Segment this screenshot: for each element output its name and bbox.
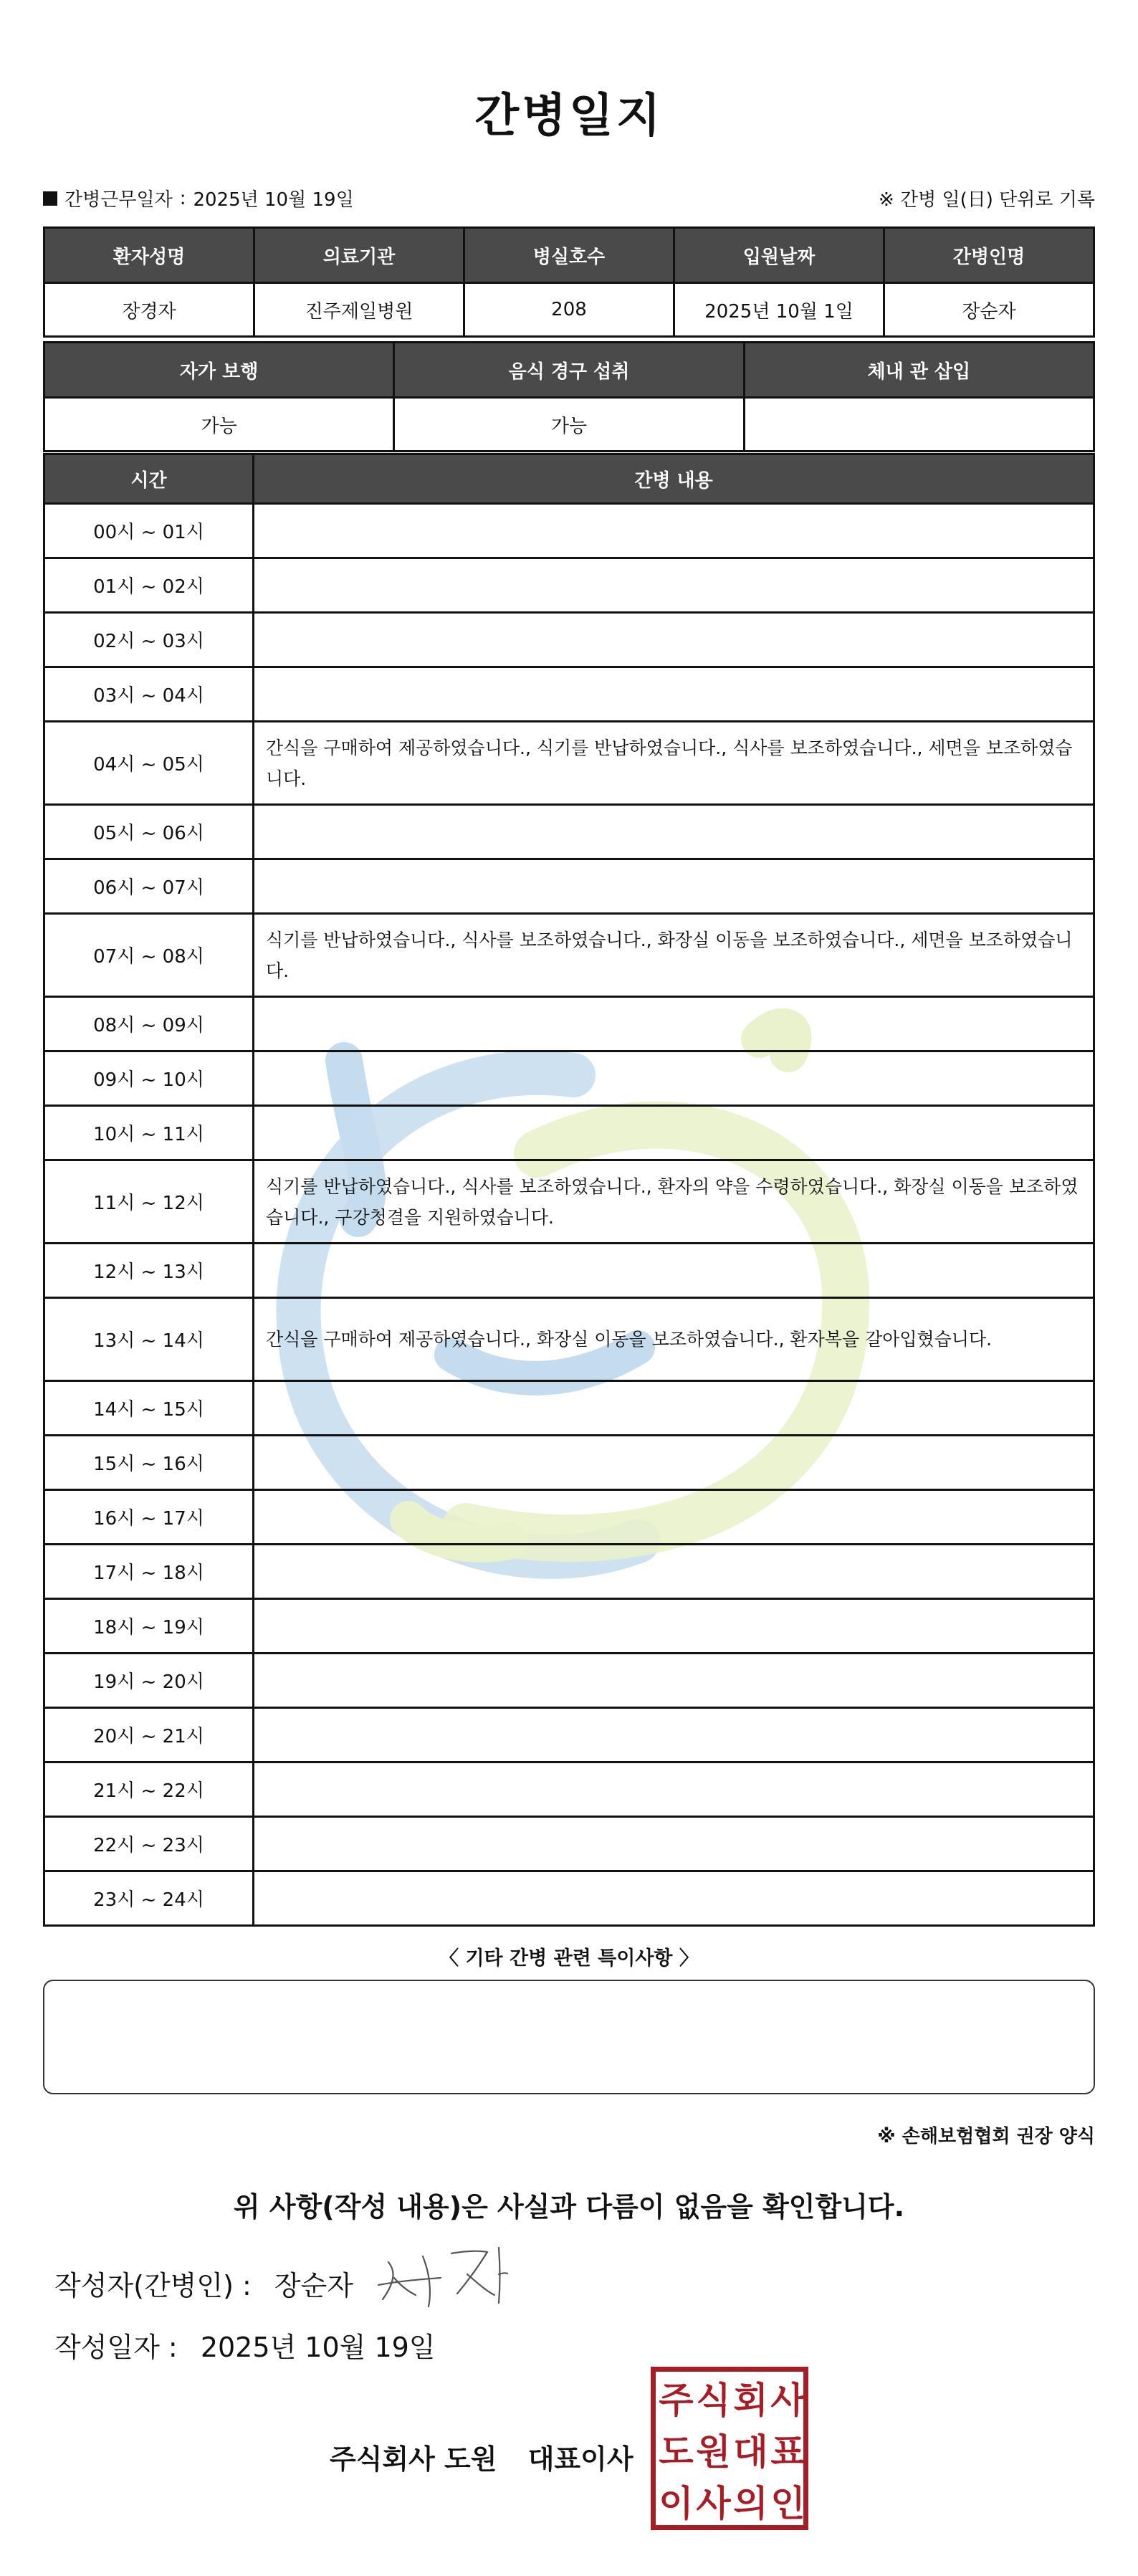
time-cell: 19시 ~ 20시 (45, 1654, 254, 1707)
caregiver-name-field[interactable]: 장순자 (884, 283, 1094, 337)
admission-date-field[interactable]: 2025년 10월 1일 (674, 283, 884, 337)
representative-title: 대표이사 (527, 2443, 633, 2475)
table-row (43, 1654, 1095, 1709)
table-row (43, 1872, 1095, 1927)
table-row (43, 1818, 1095, 1872)
header-room-number: 병실호수 (464, 228, 674, 283)
time-cell: 21시 ~ 22시 (45, 1763, 254, 1816)
table-row (43, 860, 1095, 915)
table-row (43, 668, 1095, 722)
care-content-cell[interactable]: 식기를 반납하였습니다., 식사를 보조하였습니다., 화장실 이동을 보조하였습니다., 세면을 보조하였습니다. (266, 929, 1073, 981)
care-content-cell[interactable] (254, 1545, 1093, 1598)
recommend-note: ※ 손해보험협회 권장 양식 (877, 2126, 1095, 2147)
table-row (43, 915, 1095, 998)
care-content-cell[interactable] (254, 1244, 1093, 1297)
square-bullet-icon (43, 191, 57, 206)
header-oral-intake: 음식 경구 섭취 (394, 343, 744, 398)
time-cell: 18시 ~ 19시 (45, 1600, 254, 1652)
unit-note: ※ 간병 일(日) 단위로 기록 (878, 189, 1095, 211)
seal-character: 사 (770, 2379, 805, 2421)
seal-character: 표 (770, 2430, 805, 2473)
table-row (43, 505, 1095, 559)
time-cell: 01시 ~ 02시 (45, 559, 254, 611)
care-content-cell[interactable] (254, 1382, 1093, 1434)
time-cell: 09시 ~ 10시 (45, 1052, 254, 1105)
care-log-table (43, 453, 1095, 1927)
hospital-field[interactable]: 진주제일병원 (254, 283, 464, 337)
care-content-cell[interactable]: 식기를 반납하였습니다., 식사를 보조하였습니다., 환자의 약을 수령하였습니다., 화장실 이동을 보조하였습니다., 구강청결을 지원하였습니다. (266, 1175, 1079, 1228)
time-cell: 04시 ~ 05시 (45, 722, 254, 803)
care-content-cell[interactable] (254, 1052, 1093, 1105)
care-content-cell[interactable]: 간식을 구매하여 제공하였습니다., 식기를 반납하였습니다., 식사를 보조하였습니다., 세면을 보조하였습니다. (266, 737, 1073, 789)
care-content-cell[interactable]: 간식을 구매하여 제공하였습니다., 화장실 이동을 보조하였습니다., 환자복을 갈아입혔습니다. (266, 1329, 993, 1350)
care-content-cell[interactable] (254, 668, 1093, 720)
time-cell: 06시 ~ 07시 (45, 860, 254, 912)
tube-insertion-field[interactable] (744, 398, 1094, 452)
time-cell: 05시 ~ 06시 (45, 806, 254, 858)
written-date-line (54, 2325, 436, 2365)
header-tube-insertion: 체내 관 삽입 (744, 343, 1094, 398)
time-cell: 14시 ~ 15시 (45, 1382, 254, 1434)
time-cell: 15시 ~ 16시 (45, 1436, 254, 1489)
time-cell: 03시 ~ 04시 (45, 668, 254, 720)
header-self-walking: 자가 보행 (44, 343, 394, 398)
header-admission-date: 입원날짜 (674, 228, 884, 283)
care-content-cell[interactable] (254, 998, 1093, 1050)
table-row (43, 1382, 1095, 1436)
care-content-cell[interactable] (254, 505, 1093, 557)
writer-label: 작성자(간병인) : (54, 2270, 252, 2301)
care-content-cell[interactable] (254, 1600, 1093, 1652)
table-row (43, 1709, 1095, 1763)
seal-character: 인 (770, 2482, 805, 2524)
header-patient-name: 환자성명 (44, 228, 254, 283)
care-content-cell[interactable] (254, 559, 1093, 611)
work-date-sep: : (179, 187, 186, 209)
time-cell: 17시 ~ 18시 (45, 1545, 254, 1598)
table-row (43, 722, 1095, 806)
self-walking-field[interactable]: 가능 (44, 398, 394, 452)
meta-row (43, 185, 1095, 214)
care-content-cell[interactable] (254, 614, 1093, 666)
room-number-field[interactable]: 208 (464, 283, 674, 337)
table-row (43, 1436, 1095, 1491)
seal-character: 회 (733, 2379, 768, 2421)
care-content-cell[interactable] (254, 1107, 1093, 1159)
time-cell: 02시 ~ 03시 (45, 614, 254, 666)
table-row (43, 1600, 1095, 1654)
seal-character: 대 (733, 2430, 768, 2473)
written-date-value: 2025년 10월 19일 (200, 2332, 436, 2363)
seal-character: 원 (696, 2430, 731, 2473)
company-line (330, 2437, 633, 2476)
care-log-rows (43, 505, 1095, 1927)
care-content-cell[interactable] (254, 806, 1093, 858)
writer-line (54, 2263, 353, 2303)
care-content-cell[interactable] (254, 1654, 1093, 1707)
time-cell: 22시 ~ 23시 (45, 1818, 254, 1870)
care-log-header (43, 453, 1095, 505)
work-date-label: 간병근무일자 (64, 189, 173, 211)
time-cell: 23시 ~ 24시 (45, 1872, 254, 1924)
table-row (43, 1244, 1095, 1299)
time-cell: 08시 ~ 09시 (45, 998, 254, 1050)
care-content-cell[interactable] (254, 1872, 1093, 1924)
page-title: 간병일지 (474, 90, 664, 143)
time-cell: 13시 ~ 14시 (45, 1299, 254, 1380)
writer-name: 장순자 (274, 2270, 353, 2301)
special-notes-field[interactable] (43, 1980, 1095, 2094)
time-column-header: 시간 (45, 455, 254, 502)
table-row (43, 1763, 1095, 1818)
care-content-cell[interactable] (254, 860, 1093, 912)
patient-status-table (43, 341, 1095, 452)
patient-name-field[interactable]: 장경자 (44, 283, 254, 337)
time-cell: 07시 ~ 08시 (45, 915, 254, 996)
confirmation-statement: 위 사항(작성 내용)은 사실과 다름이 없음을 확인합니다. (233, 2191, 905, 2223)
time-cell: 16시 ~ 17시 (45, 1491, 254, 1543)
table-row (43, 1491, 1095, 1545)
work-date (43, 185, 354, 211)
header-hospital: 의료기관 (254, 228, 464, 283)
seal-character: 사 (696, 2482, 731, 2524)
written-date-label: 작성일자 : (54, 2332, 178, 2363)
handwritten-signature (373, 2235, 509, 2314)
care-content-cell[interactable] (254, 1818, 1093, 1870)
seal-character: 의 (733, 2482, 768, 2524)
work-date-value: 2025년 10월 19일 (193, 189, 354, 211)
seal-character: 식 (696, 2379, 731, 2421)
table-row (43, 1161, 1095, 1244)
care-content-cell[interactable] (254, 1709, 1093, 1761)
time-cell: 12시 ~ 13시 (45, 1244, 254, 1297)
table-row (43, 614, 1095, 668)
seal-character: 주 (659, 2379, 694, 2421)
notes-title: 〈 기타 간병 관련 특이사항 〉 (439, 1947, 699, 1970)
header-caregiver-name: 간병인명 (884, 228, 1094, 283)
patient-info-table (43, 226, 1095, 338)
table-row (43, 1545, 1095, 1600)
table-row (43, 1299, 1095, 1382)
time-cell: 11시 ~ 12시 (45, 1161, 254, 1242)
table-row (43, 998, 1095, 1052)
care-content-cell[interactable] (254, 1436, 1093, 1489)
company-seal-stamp (651, 2367, 808, 2530)
company-name: 주식회사 도원 (330, 2443, 497, 2475)
time-cell: 20시 ~ 21시 (45, 1709, 254, 1761)
time-cell: 00시 ~ 01시 (45, 505, 254, 557)
seal-character: 이 (659, 2482, 694, 2524)
table-row (43, 559, 1095, 614)
table-row (43, 1107, 1095, 1161)
care-content-cell[interactable] (254, 1491, 1093, 1543)
time-cell: 10시 ~ 11시 (45, 1107, 254, 1159)
oral-intake-field[interactable]: 가능 (394, 398, 744, 452)
seal-character: 도 (659, 2430, 694, 2473)
content-column-header: 간병 내용 (634, 469, 713, 492)
table-row (43, 806, 1095, 860)
table-row (43, 1052, 1095, 1107)
care-content-cell[interactable] (254, 1763, 1093, 1816)
